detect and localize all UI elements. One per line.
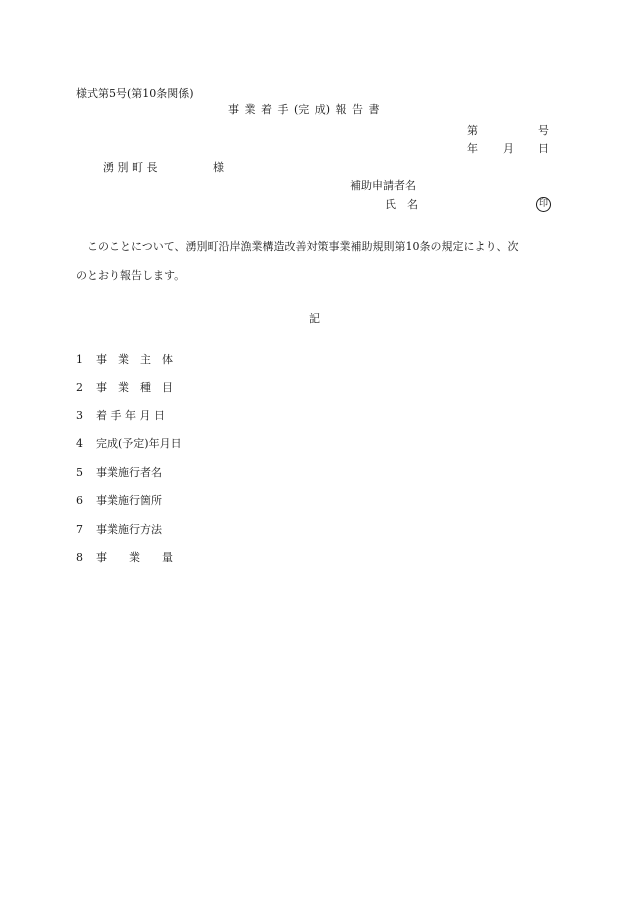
- doc-number-suffix: 号: [538, 124, 549, 137]
- item-number: 3: [76, 409, 83, 422]
- addressee-name: 湧 別 町 長: [103, 161, 158, 174]
- item-number: 2: [76, 381, 83, 394]
- item-number: 4: [76, 437, 83, 450]
- applicant-name-label: 氏 名: [385, 198, 418, 211]
- ki-heading: 記: [309, 312, 320, 325]
- item-label: 着 手 年 月 日: [96, 409, 165, 422]
- date-month: 月: [503, 142, 514, 155]
- date-year: 年: [467, 142, 478, 155]
- item-number: 6: [76, 494, 83, 507]
- item-label: 事 業 種 目: [96, 381, 173, 394]
- doc-number-prefix: 第: [467, 124, 478, 137]
- item-number: 5: [76, 466, 83, 479]
- body-text-line-2: のとおり報告します。: [76, 269, 186, 282]
- item-label: 事業施行方法: [96, 523, 162, 536]
- item-label: 完成(予定)年月日: [96, 437, 182, 450]
- document-title: 事 業 着 手 (完 成) 報 告 書: [228, 103, 380, 116]
- addressee-honorific: 様: [213, 161, 224, 174]
- date-day: 日: [538, 142, 549, 155]
- item-label: 事業施行箇所: [96, 494, 162, 507]
- item-label: 事 業 量: [96, 551, 173, 564]
- item-number: 7: [76, 523, 83, 536]
- applicant-label: 補助申請者名: [350, 179, 416, 192]
- item-label: 事 業 主 体: [96, 353, 173, 366]
- item-label: 事業施行者名: [96, 466, 162, 479]
- body-text-line-1: このことについて、湧別町沿岸漁業構造改善対策事業補助規則第10条の規定により、次: [76, 240, 519, 253]
- seal-mark: 印: [536, 197, 551, 212]
- form-number: 様式第5号(第10条関係): [76, 87, 194, 100]
- item-number: 1: [76, 353, 83, 366]
- item-number: 8: [76, 551, 83, 564]
